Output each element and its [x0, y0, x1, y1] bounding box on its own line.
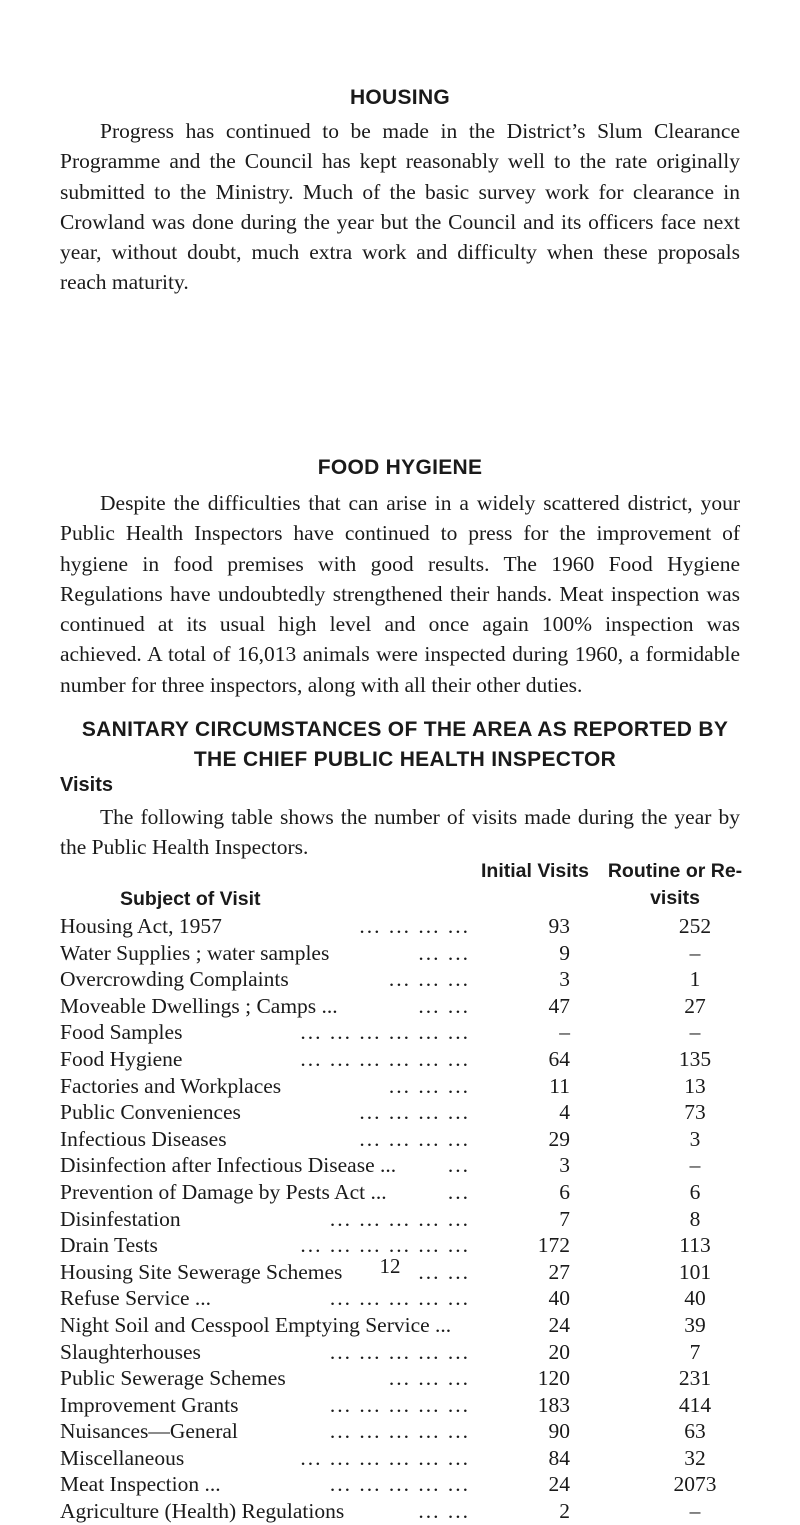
- subject-cell: Prevention of Damage by Pests Act ...: [60, 1179, 387, 1204]
- leader-dots: ... ... ... ... ... ...: [294, 1019, 470, 1046]
- subject-cell: Disinfection after Infectious Disease ...: [60, 1153, 397, 1178]
- routine-visits-cell: 414: [678, 1392, 712, 1417]
- subject-cell: Night Soil and Cesspool Emptying Service ...: [60, 1312, 452, 1337]
- housing-paragraph: Progress has continued to be made in the District’s Slum Clearance Programme and the Council has kept reasonably well to the rate originally submitted to the Ministry. Much of the basic survey work for clearance in Crowland was done during the year but the Council and its officers face next year, without doubt, much extra work and difficulty when these proposals reach maturity.: [60, 119, 740, 295]
- subject-cell: Improvement Grants: [60, 1392, 239, 1417]
- initial-visits-cell: 90: [548, 1419, 570, 1444]
- routine-visits-cell: 3: [689, 1126, 701, 1151]
- visits-table: [60, 913, 760, 1525]
- initial-visits-cell: 172: [537, 1233, 570, 1258]
- table-row: [60, 1418, 760, 1445]
- routine-visits-cell: 113: [679, 1233, 711, 1258]
- table-row: [60, 1312, 760, 1339]
- food-hygiene-heading: FOOD HYGIENE: [317, 456, 483, 479]
- initial-visits-cell: 24: [548, 1312, 570, 1337]
- table-row: [60, 1019, 760, 1046]
- initial-visits-cell: 3: [559, 1153, 570, 1178]
- leader-dots: ... ... ... ...: [353, 1126, 470, 1153]
- leader-dots: ...: [442, 1152, 470, 1179]
- initial-visits-cell: 47: [548, 993, 570, 1018]
- initial-visits-cell: 120: [537, 1366, 570, 1391]
- sanitary-heading: SANITARY CIRCUMSTANCES OF THE AREA AS REPORTED BY THE CHIEF PUBLIC HEALTH INSPECTOR: [81, 718, 729, 771]
- table-row: [60, 993, 760, 1020]
- initial-visits-cell: 9: [559, 940, 570, 965]
- visits-subheading: Visits: [60, 774, 113, 796]
- leader-dots: ... ... ...: [383, 1073, 470, 1100]
- food-hygiene-paragraph: Despite the difficulties that can arise in a widely scattered district, your Public Health Inspectors have continued to press for the improvement of hygiene in food premises with good results. The 1960 Food Hygiene Regulations have undoubtedly strengthened their hands. Meat inspection was continued at its usual high level and once again 100% inspection was achieved. A total of 16,013 animals were inspected during 1960, a formidable number for three inspectors, along with all their other duties.: [60, 491, 740, 697]
- table-row: [60, 1126, 760, 1153]
- routine-visits-cell: –: [689, 1499, 701, 1524]
- table-row: [60, 1471, 760, 1498]
- subject-cell: Infectious Diseases: [60, 1126, 227, 1151]
- routine-visits-cell: 1: [689, 967, 701, 992]
- initial-visits-cell: 183: [537, 1392, 570, 1417]
- leader-dots: ... ...: [412, 1498, 470, 1525]
- table-row: [60, 1046, 760, 1073]
- initial-visits-cell: 6: [559, 1179, 570, 1204]
- routine-visits-cell: 231: [678, 1366, 712, 1391]
- table-row: [60, 1498, 760, 1525]
- table-row: [60, 1099, 760, 1126]
- routine-visits-cell: 32: [684, 1445, 706, 1470]
- table-row: [60, 940, 760, 967]
- table-row: [60, 1073, 760, 1100]
- leader-dots: ... ... ... ... ...: [324, 1471, 470, 1498]
- subject-cell: Housing Act, 1957: [60, 914, 222, 938]
- leader-dots: ... ...: [412, 1259, 470, 1286]
- leader-dots: ... ... ... ... ...: [324, 1392, 470, 1419]
- initial-visits-cell: 20: [548, 1339, 570, 1364]
- leader-dots: ... ... ... ... ...: [324, 1285, 470, 1312]
- subject-cell: Nuisances—General: [60, 1419, 238, 1444]
- subject-cell: Public Conveniences: [60, 1100, 241, 1125]
- routine-visits-cell: –: [689, 1153, 701, 1178]
- initial-visits-cell: 11: [549, 1073, 570, 1098]
- initial-visits-cell: 27: [548, 1259, 570, 1284]
- subject-cell: Refuse Service ...: [60, 1286, 212, 1311]
- table-row: [60, 1445, 760, 1472]
- table-row: [60, 913, 760, 940]
- routine-visits-cell: 13: [684, 1073, 706, 1098]
- initial-visits-cell: 29: [548, 1126, 570, 1151]
- table-row: [60, 1152, 760, 1179]
- routine-visits-cell: 7: [689, 1339, 701, 1364]
- routine-visits-cell: 2073: [673, 1472, 717, 1497]
- subject-cell: Miscellaneous: [60, 1445, 185, 1470]
- column-header-routine-revisits: Routine or Re-visits: [607, 860, 743, 909]
- leader-dots: ... ... ...: [383, 966, 470, 993]
- leader-dots: ... ... ... ... ... ...: [294, 1232, 470, 1259]
- leader-dots: ...: [442, 1179, 470, 1206]
- subject-cell: Moveable Dwellings ; Camps ...: [60, 993, 338, 1018]
- initial-visits-cell: 7: [559, 1206, 570, 1231]
- leader-dots: ... ... ... ... ... ...: [294, 1445, 470, 1472]
- routine-visits-cell: 39: [684, 1312, 706, 1337]
- routine-visits-cell: 252: [678, 914, 712, 938]
- column-header-subject: Subject of Visit: [120, 888, 261, 910]
- initial-visits-cell: 84: [548, 1445, 570, 1470]
- routine-visits-cell: –: [689, 940, 701, 965]
- leader-dots: ... ... ... ...: [353, 913, 470, 940]
- subject-cell: Disinfestation: [60, 1206, 181, 1231]
- subject-cell: Food Hygiene: [60, 1046, 183, 1071]
- leader-dots: ... ... ... ...: [353, 1099, 470, 1126]
- routine-visits-cell: 8: [689, 1206, 701, 1231]
- subject-cell: Food Samples: [60, 1020, 183, 1045]
- subject-cell: Drain Tests: [60, 1233, 158, 1258]
- routine-visits-cell: 40: [684, 1286, 706, 1311]
- subject-cell: Slaughterhouses: [60, 1339, 201, 1364]
- leader-dots: ... ... ... ... ...: [324, 1418, 470, 1445]
- table-row: [60, 1206, 760, 1233]
- table-row: [60, 1392, 760, 1419]
- subject-cell: Overcrowding Complaints: [60, 967, 289, 992]
- leader-dots: ... ...: [412, 993, 470, 1020]
- housing-heading: HOUSING: [349, 86, 451, 109]
- initial-visits-cell: 40: [548, 1286, 570, 1311]
- routine-visits-cell: –: [689, 1020, 701, 1045]
- page-number: 12: [379, 1254, 401, 1278]
- table-row: [60, 1365, 760, 1392]
- leader-dots: ... ... ...: [383, 1365, 470, 1392]
- leader-dots: ... ... ... ... ...: [324, 1206, 470, 1233]
- routine-visits-cell: 6: [689, 1179, 701, 1204]
- initial-visits-cell: 24: [548, 1472, 570, 1497]
- routine-visits-cell: 101: [678, 1259, 712, 1284]
- column-header-initial-visits: Initial Visits: [480, 860, 589, 882]
- leader-dots: ... ... ... ... ...: [324, 1339, 470, 1366]
- subject-cell: Agriculture (Health) Regulations: [60, 1499, 345, 1524]
- routine-visits-cell: 73: [684, 1100, 706, 1125]
- routine-visits-cell: 27: [684, 993, 706, 1018]
- initial-visits-cell: 93: [548, 914, 570, 938]
- initial-visits-cell: 2: [559, 1499, 570, 1524]
- table-row: [60, 1339, 760, 1366]
- subject-cell: Housing Site Sewerage Schemes: [60, 1259, 343, 1284]
- subject-cell: Public Sewerage Schemes: [60, 1366, 286, 1391]
- routine-visits-cell: 135: [678, 1046, 712, 1071]
- initial-visits-cell: –: [559, 1020, 570, 1045]
- initial-visits-cell: 4: [559, 1100, 570, 1125]
- leader-dots: ... ... ... ... ... ...: [294, 1046, 470, 1073]
- subject-cell: Factories and Workplaces: [60, 1073, 282, 1098]
- leader-dots: ... ...: [412, 940, 470, 967]
- visits-intro-paragraph: The following table shows the number of visits made during the year by the Public Health Inspectors.: [60, 805, 740, 860]
- subject-cell: Meat Inspection ...: [60, 1472, 221, 1497]
- subject-cell: Water Supplies ; water samples: [60, 940, 330, 965]
- table-row: [60, 966, 760, 993]
- table-row: [60, 1179, 760, 1206]
- initial-visits-cell: 3: [559, 967, 570, 992]
- initial-visits-cell: 64: [548, 1046, 570, 1071]
- routine-visits-cell: 63: [684, 1419, 706, 1444]
- table-row: [60, 1285, 760, 1312]
